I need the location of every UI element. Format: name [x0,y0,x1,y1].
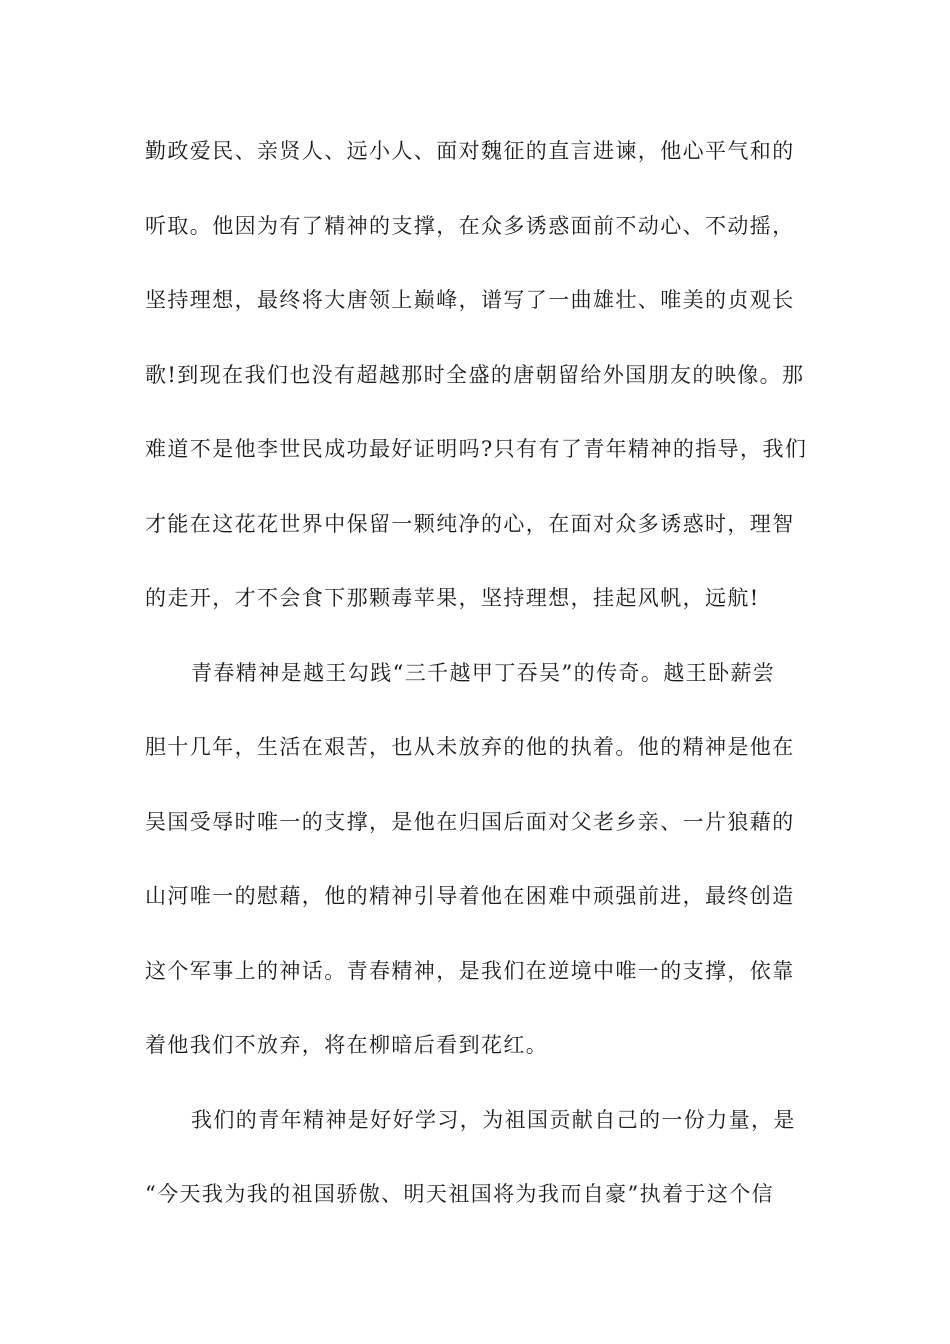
text-line: 这个军事上的神话。青春精神，是我们在逆境中唯一的支撑，依靠 [145,958,795,983]
text-line: 难道不是他李世民成功最好证明吗?只有有了青年精神的指导，我们 [145,437,808,461]
text-line: 勤政爱民、亲贤人、远小人、面对魏征的直言进谏，他心平气和的 [145,139,795,163]
text-line: 的走开，才不会食下那颗毒苹果，坚持理想，挂起风帆，远航! [145,586,760,610]
text-line: 才能在这花花世界中保留一颗纯净的心，在面对众多诱惑时，理智 [145,511,795,536]
text-line: “今天我为我的祖国骄傲、明天祖国将为我而自豪”执着于这个信 [145,1182,775,1206]
paragraph-start-line: 我们的青年精神是好好学习，为祖国贡献自己的一份力量，是 [191,1107,796,1132]
text-line: 听取。他因为有了精神的支撑，在众多诱惑面前不动心、不动摇， [145,213,795,238]
text-line: 歌!到现在我们也没有超越那时全盛的唐朝留给外国朋友的映像。那 [145,362,805,387]
text-body [145,128,825,1246]
text-line: 着他我们不放弃，将在柳暗后看到花红。 [145,1033,549,1057]
text-line: 坚持理想，最终将大唐领上巅峰，谱写了一曲雄壮、唯美的贞观长 [145,288,795,312]
text-line: 吴国受辱时唯一的支撑，是他在归国后面对父老乡亲、一片狼藉的 [145,809,795,834]
paragraph-start-line: 青春精神是越王勾践“三千越甲丁吞吴”的传奇。越王卧薪尝 [191,660,776,685]
text-line: 山河唯一的慰藉，他的精神引导着他在困难中顽强前进，最终创造 [145,884,795,908]
text-line: 胆十几年，生活在艰苦，也从未放弃的他的执着。他的精神是他在 [145,735,795,759]
